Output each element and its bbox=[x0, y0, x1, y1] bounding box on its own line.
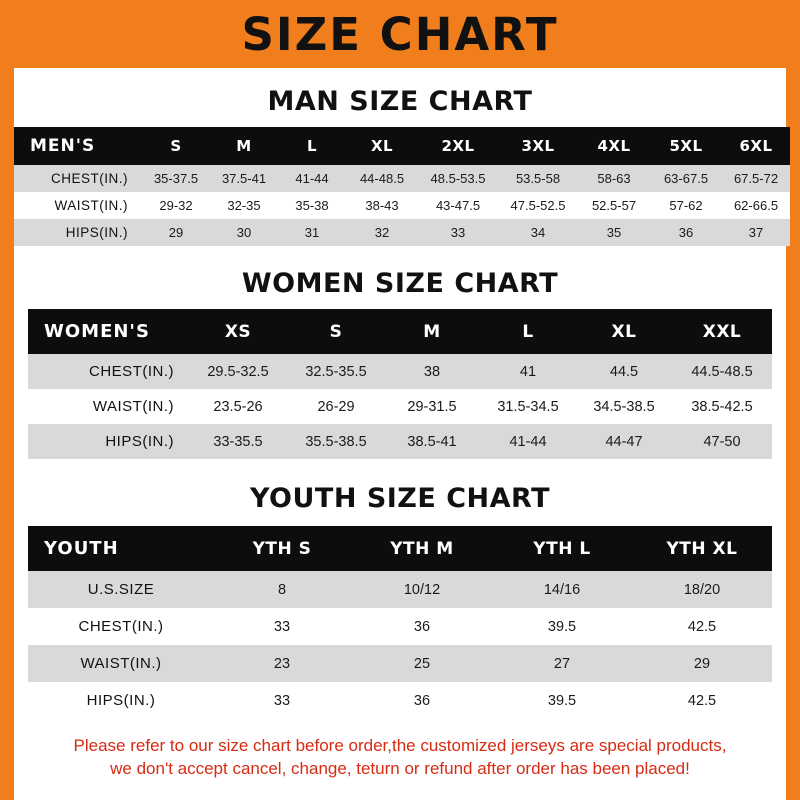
table-cell: 33-35.5 bbox=[213, 433, 263, 450]
man-header-cell: L bbox=[306, 137, 318, 155]
man-header-cell: 4XL bbox=[597, 137, 631, 155]
youth-header-cell: YTH S bbox=[252, 538, 312, 559]
table-cell: 34.5-38.5 bbox=[593, 398, 655, 415]
women-header-cell: S bbox=[329, 321, 343, 342]
table-cell: 39.5 bbox=[547, 692, 577, 709]
man-header-cell: 6XL bbox=[739, 137, 773, 155]
youth-table-header-row bbox=[28, 526, 772, 571]
table-cell: 26-29 bbox=[317, 398, 355, 415]
table-cell: 29.5-32.5 bbox=[207, 363, 269, 380]
table-cell: 38.5-41 bbox=[407, 433, 457, 450]
row-label: CHEST(IN.) bbox=[78, 618, 164, 635]
women-header-cell: XL bbox=[611, 321, 637, 342]
table-row bbox=[28, 682, 772, 719]
women-header-cell: M bbox=[423, 321, 441, 342]
table-cell: 35-38 bbox=[295, 198, 329, 213]
table-cell: 8 bbox=[277, 581, 287, 598]
table-cell: 44.5-48.5 bbox=[691, 363, 753, 380]
row-label: HIPS(IN.) bbox=[105, 433, 174, 450]
footer-note bbox=[24, 735, 776, 781]
table-cell: 37 bbox=[748, 225, 764, 240]
table-cell: 47-50 bbox=[703, 433, 741, 450]
man-size-table bbox=[14, 127, 790, 246]
table-cell: 44-48.5 bbox=[359, 171, 405, 186]
table-cell: 53.5-58 bbox=[515, 171, 561, 186]
table-cell: 33 bbox=[450, 225, 466, 240]
women-header-cell: XXL bbox=[702, 321, 742, 342]
table-cell: 42.5 bbox=[687, 618, 717, 635]
table-row bbox=[14, 192, 790, 219]
youth-header-cell: YTH M bbox=[390, 538, 454, 559]
table-cell: 38-43 bbox=[365, 198, 399, 213]
table-cell: 58-63 bbox=[597, 171, 631, 186]
women-size-table bbox=[28, 309, 772, 459]
table-cell: 23 bbox=[273, 655, 291, 672]
page-banner bbox=[0, 0, 800, 68]
table-cell: 29-32 bbox=[159, 198, 193, 213]
man-table-header-row bbox=[14, 127, 790, 165]
row-label: HIPS(IN.) bbox=[86, 692, 156, 709]
table-cell: 38.5-42.5 bbox=[691, 398, 753, 415]
table-cell: 41 bbox=[519, 363, 537, 380]
man-header-cell: 3XL bbox=[521, 137, 555, 155]
man-section-title: MAN SIZE CHART bbox=[267, 86, 533, 117]
table-row bbox=[28, 389, 772, 424]
row-label: WAIST(IN.) bbox=[54, 198, 128, 213]
footer-note-line-1: Please refer to our size chart before order,the customized jerseys are special products, bbox=[73, 736, 727, 755]
table-cell: 37.5-41 bbox=[221, 171, 267, 186]
table-cell: 57-62 bbox=[669, 198, 703, 213]
table-row bbox=[14, 165, 790, 192]
table-cell: 33 bbox=[273, 692, 291, 709]
table-row bbox=[28, 424, 772, 459]
table-cell: 42.5 bbox=[687, 692, 717, 709]
table-cell: 34 bbox=[530, 225, 546, 240]
table-cell: 44.5 bbox=[609, 363, 639, 380]
table-cell: 23.5-26 bbox=[213, 398, 263, 415]
table-cell: 32.5-35.5 bbox=[305, 363, 367, 380]
table-cell: 63-67.5 bbox=[663, 171, 709, 186]
table-cell: 36 bbox=[678, 225, 694, 240]
table-cell: 30 bbox=[236, 225, 252, 240]
table-cell: 36 bbox=[413, 618, 431, 635]
table-cell: 44-47 bbox=[605, 433, 643, 450]
youth-header-cell: YTH L bbox=[533, 538, 591, 559]
row-label: CHEST(IN.) bbox=[51, 171, 128, 186]
youth-header-cell: YOUTH bbox=[44, 538, 119, 559]
row-label: U.S.SIZE bbox=[87, 581, 155, 598]
table-cell: 18/20 bbox=[683, 581, 721, 598]
table-cell: 32 bbox=[374, 225, 390, 240]
table-cell: 27 bbox=[553, 655, 571, 672]
table-cell: 36 bbox=[413, 692, 431, 709]
table-row bbox=[14, 219, 790, 246]
man-header-cell: 2XL bbox=[441, 137, 475, 155]
table-cell: 47.5-52.5 bbox=[510, 198, 566, 213]
table-cell: 67.5-72 bbox=[733, 171, 779, 186]
table-cell: 35.5-38.5 bbox=[305, 433, 367, 450]
table-cell: 31.5-34.5 bbox=[497, 398, 559, 415]
row-label: HIPS(IN.) bbox=[65, 225, 128, 240]
man-header-cell: MEN'S bbox=[30, 136, 96, 156]
youth-size-table bbox=[28, 526, 772, 719]
table-cell: 10/12 bbox=[403, 581, 441, 598]
row-label: WAIST(IN.) bbox=[80, 655, 162, 672]
table-cell: 41-44 bbox=[295, 171, 329, 186]
row-label: CHEST(IN.) bbox=[89, 363, 174, 380]
table-cell: 33 bbox=[273, 618, 291, 635]
table-cell: 35-37.5 bbox=[153, 171, 199, 186]
table-row bbox=[28, 354, 772, 389]
women-table-header-row bbox=[28, 309, 772, 354]
table-row bbox=[28, 608, 772, 645]
table-cell: 29 bbox=[693, 655, 711, 672]
table-cell: 29 bbox=[168, 225, 184, 240]
women-header-cell: WOMEN'S bbox=[44, 321, 150, 342]
youth-section-title: YOUTH SIZE CHART bbox=[249, 483, 551, 514]
man-header-cell: S bbox=[170, 137, 182, 155]
man-header-cell: 5XL bbox=[669, 137, 703, 155]
women-section-title: WOMEN SIZE CHART bbox=[241, 268, 559, 299]
table-cell: 41-44 bbox=[509, 433, 547, 450]
table-cell: 62-66.5 bbox=[733, 198, 779, 213]
page-title: SIZE CHART bbox=[241, 7, 559, 61]
table-cell: 29-31.5 bbox=[407, 398, 457, 415]
youth-header-cell: YTH XL bbox=[666, 538, 738, 559]
women-header-cell: XS bbox=[224, 321, 252, 342]
table-row bbox=[28, 645, 772, 682]
man-header-cell: XL bbox=[370, 137, 394, 155]
table-cell: 43-47.5 bbox=[435, 198, 481, 213]
table-row bbox=[28, 571, 772, 608]
table-cell: 39.5 bbox=[547, 618, 577, 635]
table-cell: 25 bbox=[413, 655, 431, 672]
row-label: WAIST(IN.) bbox=[92, 398, 174, 415]
table-cell: 52.5-57 bbox=[591, 198, 637, 213]
women-header-cell: L bbox=[522, 321, 534, 342]
footer-note-line-2: we don't accept cancel, change, teturn or refund after order has been placed! bbox=[110, 758, 690, 778]
table-cell: 35 bbox=[606, 225, 622, 240]
man-header-cell: M bbox=[236, 137, 252, 155]
table-cell: 48.5-53.5 bbox=[430, 171, 486, 186]
table-cell: 31 bbox=[304, 225, 320, 240]
table-cell: 38 bbox=[423, 363, 441, 380]
table-cell: 14/16 bbox=[543, 581, 581, 598]
table-cell: 32-35 bbox=[227, 198, 261, 213]
